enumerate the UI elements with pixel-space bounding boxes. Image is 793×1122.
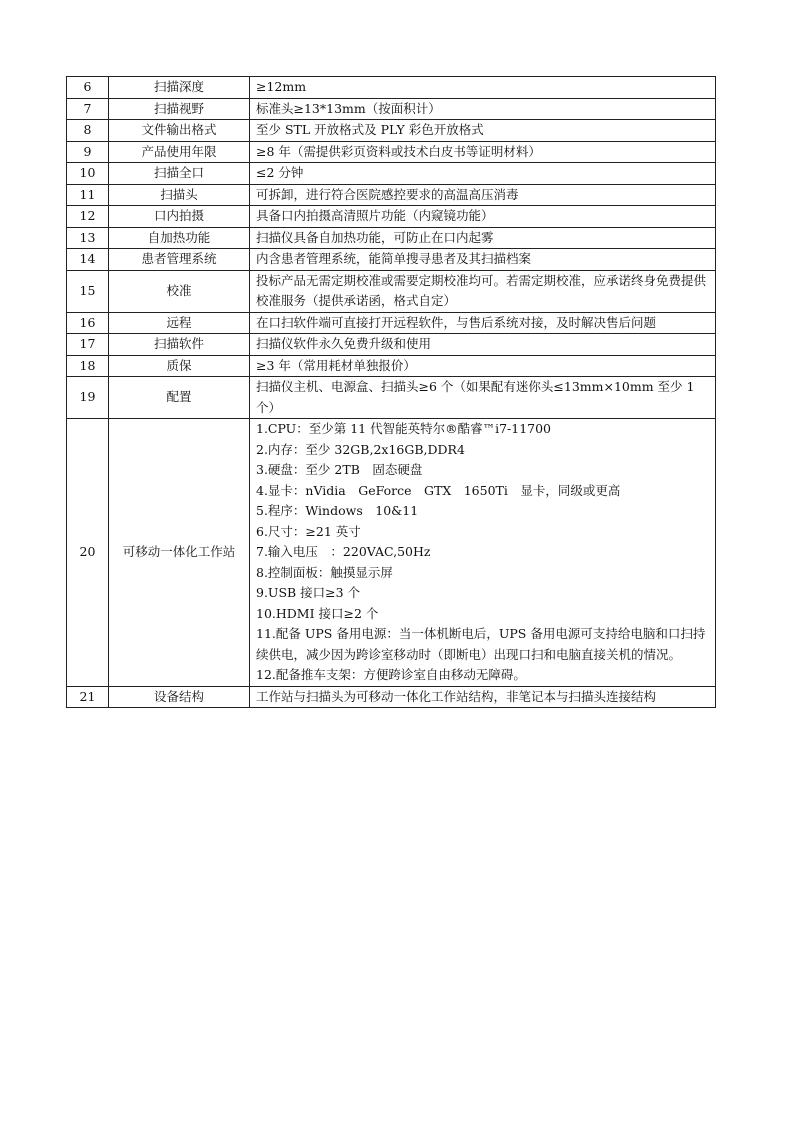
item-spec: 扫描仪软件永久免费升级和使用 xyxy=(250,334,716,356)
item-name: 扫描头 xyxy=(109,184,250,206)
item-name: 患者管理系统 xyxy=(109,249,250,271)
spec-table-page xyxy=(66,76,716,708)
item-name: 设备结构 xyxy=(109,686,250,708)
row-number: 12 xyxy=(67,206,109,228)
spec-line: 10.HDMI 接口≥2 个 xyxy=(256,605,379,621)
item-name: 扫描视野 xyxy=(109,98,250,120)
item-spec: 工作站与扫描头为可移动一体化工作站结构，非笔记本与扫描头连接结构 xyxy=(250,686,716,708)
table-row xyxy=(67,141,716,163)
item-spec: ≥8 年（需提供彩页资料或技术白皮书等证明材料） xyxy=(250,141,716,163)
row-number: 8 xyxy=(67,120,109,142)
spec-line: 3.硬盘：至少 2TB 固态硬盘 xyxy=(256,462,423,477)
item-name: 质保 xyxy=(109,355,250,377)
row-number: 11 xyxy=(67,184,109,206)
item-spec-list xyxy=(250,419,716,687)
table-row xyxy=(67,206,716,228)
row-number: 16 xyxy=(67,312,109,334)
table-row xyxy=(67,184,716,206)
row-number: 21 xyxy=(67,686,109,708)
row-number: 17 xyxy=(67,334,109,356)
table-row xyxy=(67,77,716,99)
item-name: 口内拍摄 xyxy=(109,206,250,228)
table-row xyxy=(67,227,716,249)
item-name: 可移动一体化工作站 xyxy=(109,419,250,687)
row-number: 19 xyxy=(67,377,109,419)
item-spec: 扫描仪主机、电源盒、扫描头≥6 个（如果配有迷你头≤13mm×10mm 至少 1 个） xyxy=(250,377,716,419)
item-name: 配置 xyxy=(109,377,250,419)
item-spec: ≥3 年（常用耗材单独报价） xyxy=(250,355,716,377)
table-row xyxy=(67,419,716,687)
row-number: 10 xyxy=(67,163,109,185)
table-row xyxy=(67,270,716,312)
item-spec: 投标产品无需定期校准或需要定期校准均可。若需定期校准，应承诺终身免费提供校准服务（提供承诺函，格式自定） xyxy=(250,270,716,312)
table-row xyxy=(67,98,716,120)
item-name: 扫描深度 xyxy=(109,77,250,99)
table-row xyxy=(67,312,716,334)
row-number: 13 xyxy=(67,227,109,249)
item-name: 校准 xyxy=(109,270,250,312)
item-name: 自加热功能 xyxy=(109,227,250,249)
item-name: 文件输出格式 xyxy=(109,120,250,142)
spec-line: 12.配备推车支架：方便跨诊室自由移动无障碍。 xyxy=(256,667,526,682)
spec-line: 7.输入电压 ：220VAC,50Hz xyxy=(256,544,431,559)
row-number: 14 xyxy=(67,249,109,271)
item-spec: 扫描仪具备自加热功能，可防止在口内起雾 xyxy=(250,227,716,249)
item-spec: ≤2 分钟 xyxy=(250,163,716,185)
item-name: 扫描软件 xyxy=(109,334,250,356)
spec-line: 8.控制面板：触摸显示屏 xyxy=(256,564,393,580)
spec-line: 6.尺寸：≥21 英寸 xyxy=(256,523,361,539)
spec-line: 4.显卡：nVidia GeForce GTX 1650Ti 显卡，同级或更高 xyxy=(256,482,621,498)
spec-line: 1.CPU：至少第 11 代智能英特尔®酷睿™i7-11700 xyxy=(256,421,552,436)
table-row xyxy=(67,249,716,271)
item-spec: ≥12mm xyxy=(250,77,716,99)
item-spec: 标准头≥13*13mm（按面积计） xyxy=(250,98,716,120)
item-spec: 具备口内拍摄高清照片功能（内窥镜功能） xyxy=(250,206,716,228)
table-row xyxy=(67,120,716,142)
spec-line: 9.USB 接口≥3 个 xyxy=(256,585,361,600)
spec-line: 2.内存：至少 32GB,2x16GB,DDR4 xyxy=(256,441,465,457)
spec-line: 11.配备 UPS 备用电源：当一体机断电后，UPS 备用电源可支持给电脑和口扫持续供电，减少因为跨诊室移动时（即断电）出现口扫和电脑直接关机的情况。 xyxy=(256,626,706,662)
spec-table-body xyxy=(67,77,716,708)
table-row xyxy=(67,334,716,356)
item-spec: 内含患者管理系统，能简单搜寻患者及其扫描档案 xyxy=(250,249,716,271)
item-name: 远程 xyxy=(109,312,250,334)
row-number: 15 xyxy=(67,270,109,312)
spec-line: 5.程序：Windows 10&11 xyxy=(256,503,419,518)
row-number: 9 xyxy=(67,141,109,163)
table-row xyxy=(67,377,716,419)
row-number: 20 xyxy=(67,419,109,687)
item-name: 扫描全口 xyxy=(109,163,250,185)
spec-table xyxy=(66,76,716,708)
item-name: 产品使用年限 xyxy=(109,141,250,163)
item-spec: 在口扫软件端可直接打开远程软件，与售后系统对接，及时解决售后问题 xyxy=(250,312,716,334)
row-number: 18 xyxy=(67,355,109,377)
item-spec: 可拆卸，进行符合医院感控要求的高温高压消毒 xyxy=(250,184,716,206)
table-row xyxy=(67,686,716,708)
table-row xyxy=(67,355,716,377)
table-row xyxy=(67,163,716,185)
row-number: 6 xyxy=(67,77,109,99)
row-number: 7 xyxy=(67,98,109,120)
item-spec: 至少 STL 开放格式及 PLY 彩色开放格式 xyxy=(250,120,716,142)
